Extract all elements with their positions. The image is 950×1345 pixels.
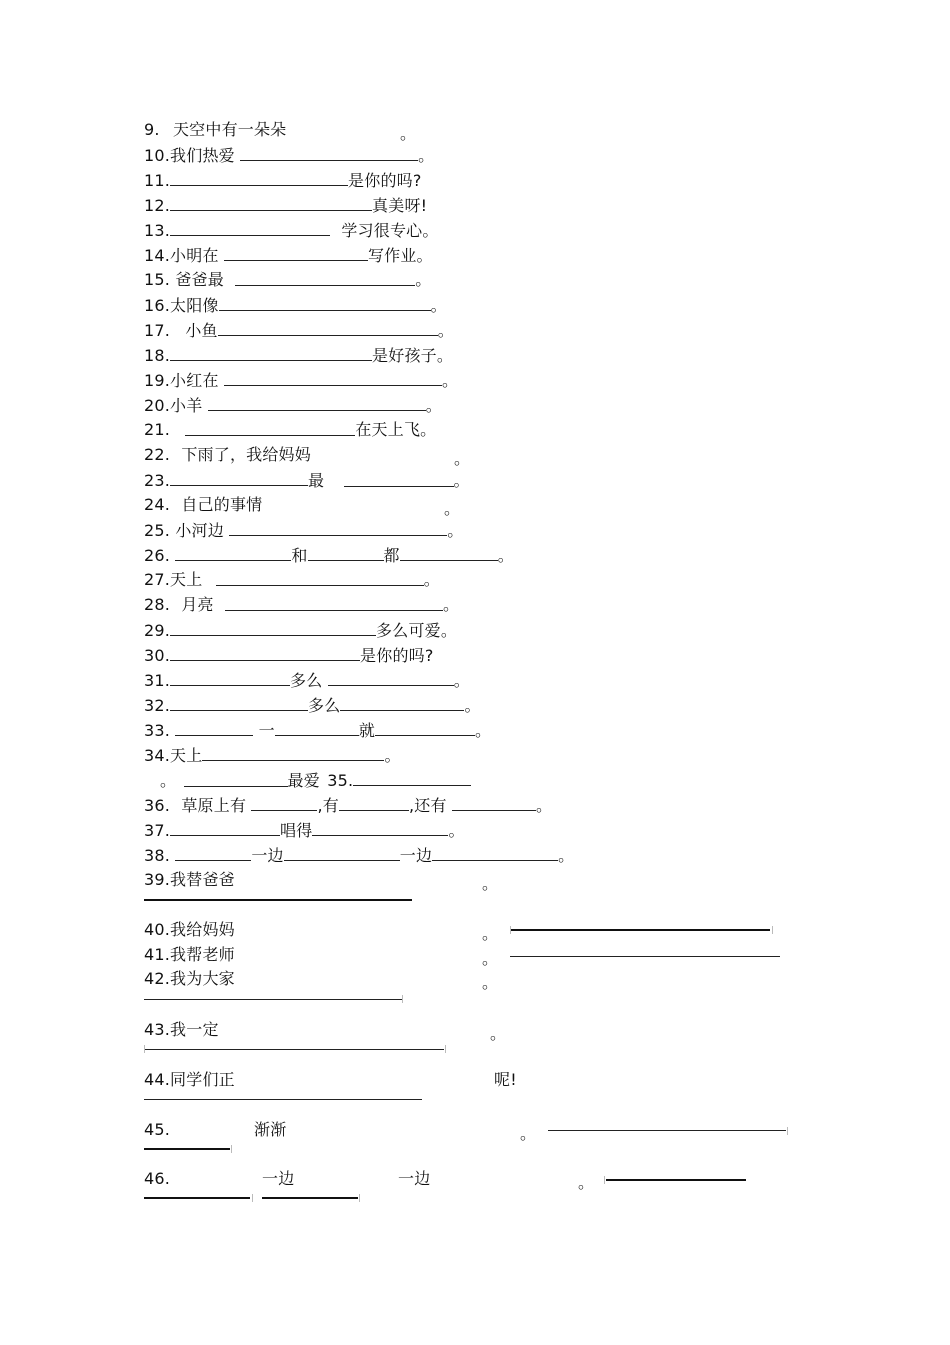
item-end: 。 [558,846,575,865]
blank[interactable] [225,595,443,611]
item-end: 。 [448,821,465,840]
item-text: 小红在 [170,371,219,390]
blank-line[interactable] [510,929,770,931]
item-number: 42. [144,969,171,988]
blank[interactable] [308,545,384,561]
item-number: 41. [144,945,171,964]
item-text: 同学们正 [170,1070,235,1089]
item-text: 太阳像 [170,296,219,315]
blank[interactable] [224,245,368,261]
item-number: 35. [327,771,354,790]
line-tick [359,1194,360,1202]
item-text: 学习很专心。 [341,221,439,240]
blank[interactable] [339,795,409,811]
item-end: 。 [441,371,459,390]
exercise-43-end: 。 [490,1024,507,1043]
exercise-25 [144,520,463,541]
item-number: 21. [144,420,171,439]
item-number: 44. [144,1070,171,1089]
exercise-45 [144,1120,170,1140]
blank[interactable] [185,420,355,436]
blank[interactable] [175,545,291,561]
exercise-46-text-2: 一边 [398,1169,431,1188]
exercise-36 [144,795,552,816]
item-number: 32. [144,696,171,715]
blank-line[interactable] [144,999,402,1000]
item-end: 。 [453,671,470,690]
exercise-40-end: 。 [482,924,499,943]
item-text: 唱得 [280,821,313,840]
item-text: 草原上有 [181,796,247,815]
blank[interactable] [312,820,448,836]
blank[interactable] [208,395,426,411]
blank[interactable] [328,670,454,686]
item-text: 天空中有一朵朵 [172,120,287,139]
item-end: 。 [443,595,460,614]
exercise-27 [144,570,440,590]
blank[interactable] [216,570,424,586]
exercise-46-end: 。 [578,1173,595,1192]
item-text: 一边 [251,846,284,865]
blank[interactable] [375,720,475,736]
exercise-39-end: 。 [482,874,499,893]
blank[interactable] [219,295,431,311]
item-text-2: 一边 [399,846,433,865]
item-text: 在天上飞。 [355,420,437,439]
item-number: 16. [144,296,171,315]
exercise-10 [144,145,434,166]
blank[interactable] [275,720,359,736]
exercise-35 [160,770,471,791]
item-text: 我帮老师 [170,945,235,964]
item-text-2: 就 [358,721,376,740]
item-text: 一 [258,721,275,740]
blank[interactable] [170,695,308,711]
item-number: 39. [144,870,171,889]
line-tick [787,1127,788,1135]
item-number: 33. [144,721,171,740]
blank-line[interactable] [144,1148,230,1150]
exercise-9 [144,120,286,140]
item-number: 27. [144,570,171,589]
item-end: 。 [437,321,454,340]
blank[interactable] [175,720,253,736]
item-text: 最 [308,471,325,490]
exercise-22-end: 。 [454,449,471,468]
line-tick [772,926,773,934]
blank[interactable] [432,845,558,861]
item-number: 25. [144,521,171,540]
exercise-11 [144,170,422,191]
item-end: 。 [453,471,470,490]
item-text: 是你的吗? [348,171,422,190]
item-number: 40. [144,920,171,939]
exercise-26 [144,545,514,566]
exercise-23 [144,470,470,491]
item-text-3: ,还有 [408,796,447,815]
exercise-17 [144,320,454,341]
exercise-29 [144,620,457,641]
item-text: 天上 [170,570,203,589]
blank-line[interactable] [548,1130,786,1131]
line-tick [445,1045,446,1053]
item-end: 。 [464,696,481,715]
exercise-42-end: 。 [482,973,499,992]
exercise-30 [144,645,434,666]
item-number: 23. [144,471,171,490]
exercise-41-end: 。 [482,949,499,968]
item-number: 26. [144,546,171,565]
item-number: 34. [144,746,171,765]
item-number: 28. [144,595,171,614]
exercise-24 [144,495,262,515]
item-text: 多么可爱。 [376,621,458,640]
item-number: 29. [144,621,171,640]
line-tick [231,1145,232,1153]
exercise-14 [144,245,433,266]
blank[interactable] [170,470,308,486]
blank[interactable] [170,820,280,836]
blank-line[interactable] [144,1099,422,1100]
exercise-45-text: 渐渐 [254,1120,287,1139]
item-text: 小明在 [170,246,219,265]
item-text: 下雨了，我给妈妈 [181,445,311,464]
blank[interactable] [170,345,372,361]
item-end: 。 [384,746,401,765]
exercise-13 [144,220,439,241]
exercise-18 [144,345,453,366]
item-text: 我替爸爸 [170,870,235,889]
exercise-46 [144,1169,170,1189]
item-number: 19. [144,371,171,390]
exercise-28 [144,595,459,615]
blank[interactable] [170,645,360,661]
blank[interactable] [400,545,498,561]
blank[interactable] [452,795,536,811]
item-text: 天上 [170,746,203,765]
item-number: 22. [144,445,171,464]
item-number: 38. [144,846,171,865]
exercise-42 [144,969,235,989]
blank[interactable] [229,520,447,536]
item-number: 24. [144,495,171,514]
exercise-15 [144,270,431,290]
exercise-44 [144,1070,235,1090]
exercise-46-text: 一边 [262,1169,295,1188]
item-end: 。 [415,270,432,289]
item-text: 我为大家 [170,969,235,988]
exercise-40 [144,920,235,940]
blank[interactable] [170,195,372,211]
item-end: 。 [425,396,442,415]
item-text: 真美呀! [372,196,428,215]
blank[interactable] [202,745,384,761]
item-number: 12. [144,196,171,215]
blank[interactable] [218,320,438,336]
exercise-21 [144,420,436,440]
blank[interactable] [240,145,418,161]
exercise-38 [144,845,574,866]
line-tick [144,1045,145,1053]
item-number: 46. [144,1169,171,1188]
item-end: 。 [430,296,447,315]
item-end: 。 [447,521,464,540]
item-number: 43. [144,1020,171,1039]
blank[interactable] [284,845,400,861]
line-tick [604,1176,605,1184]
item-number: 20. [144,396,171,415]
blank[interactable] [184,771,288,787]
blank[interactable] [170,220,330,236]
item-number: 36. [144,796,171,815]
line-tick [510,926,511,934]
line-tick [252,1194,253,1202]
item-number: 13. [144,221,171,240]
item-text: 多么 [290,671,323,690]
blank[interactable] [235,270,415,286]
exercise-37 [144,820,465,841]
exercise-20 [144,395,442,416]
item-text: 我给妈妈 [170,920,235,939]
exercise-12 [144,195,427,216]
exercise-44-end: 呢! [494,1070,517,1089]
blank-line[interactable] [144,899,412,901]
item-text-2: ,有 [317,796,339,815]
blank[interactable] [170,670,290,686]
item-text: 多么 [308,696,341,715]
item-number: 45. [144,1120,171,1139]
item-text: 是好孩子。 [372,346,454,365]
item-text: 我一定 [170,1020,219,1039]
exercise-24-end: 。 [444,499,461,518]
item-number: 14. [144,246,171,265]
blank[interactable] [170,170,348,186]
blank[interactable] [224,370,442,386]
item-text-2: 都 [383,546,400,565]
item-end: 。 [535,796,553,815]
blank[interactable] [170,620,376,636]
item-pre: 。 [160,771,177,790]
blank[interactable] [353,770,471,786]
blank-line[interactable] [144,1049,444,1050]
item-end: 。 [418,146,435,165]
exercise-22 [144,445,311,465]
exercise-31 [144,670,470,691]
exercise-16 [144,295,447,316]
item-text: 爸爸最 [175,270,224,289]
item-number: 31. [144,671,171,690]
exercise-41 [144,945,235,965]
blank[interactable] [251,795,317,811]
item-text: 小河边 [175,521,224,540]
item-end: 。 [475,721,492,740]
item-text: 小羊 [170,396,203,415]
item-text: 最爱 [287,771,320,790]
blank-line[interactable] [262,1197,358,1199]
item-number: 15. [144,270,171,289]
line-tick [402,995,403,1003]
exercise-34 [144,745,401,766]
item-number: 17. [144,321,171,340]
exercise-32 [144,695,481,716]
item-end: 。 [423,570,440,589]
blank-line[interactable] [510,956,780,957]
exercise-19 [144,370,458,391]
blank-line[interactable] [144,1197,250,1199]
item-text: 月亮 [181,595,214,614]
item-text: 是你的吗? [360,646,434,665]
item-number: 37. [144,821,171,840]
item-text: 和 [291,546,308,565]
exercise-45-end: 。 [520,1124,537,1143]
item-number: 30. [144,646,171,665]
item-end: 。 [497,546,514,565]
item-number: 18. [144,346,171,365]
blank[interactable] [175,845,251,861]
blank[interactable] [340,695,464,711]
exercise-39 [144,870,235,890]
item-number: 10. [144,146,171,165]
exercise-9-end: 。 [400,124,417,143]
item-text-2: 写作业。 [367,246,433,265]
blank[interactable] [344,471,454,487]
item-number: 9. [144,120,160,139]
blank-line[interactable] [606,1179,746,1181]
item-text: 我们热爱 [170,146,235,165]
item-text: 自己的事情 [181,495,263,514]
exercise-33 [144,720,491,741]
item-number: 11. [144,171,171,190]
exercise-43 [144,1020,219,1040]
item-text: 小鱼 [185,321,218,340]
